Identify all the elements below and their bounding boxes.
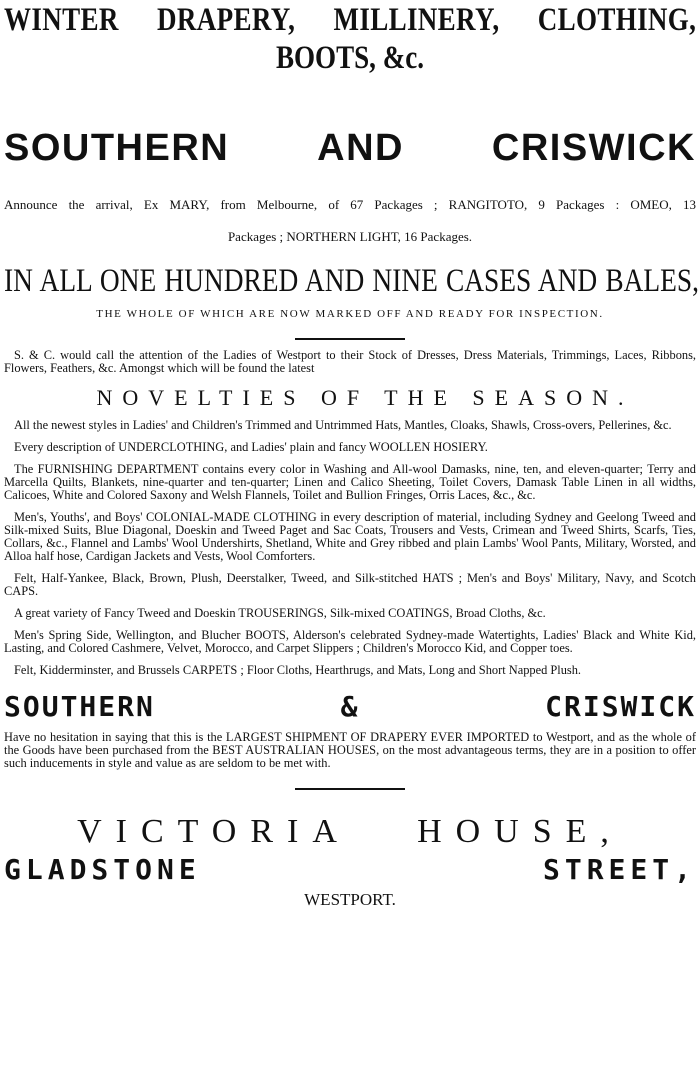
hats-paragraph: Felt, Half-Yankee, Black, Brown, Plush, Deerstalker, Tweed, and Silk-stitched HATS ; Men's and Boys' Military, Navy, and Scotch CAPS. — [4, 571, 696, 598]
brand2-ampersand: & — [340, 690, 360, 723]
street-word: STREET, — [542, 853, 696, 886]
ladies-attention-paragraph: S. & C. would call the attention of the Ladies of Westport to their Stock of Dresses, Dress Materials, Trimmings, Laces, Ribbons, Flowers, Feathers, &c. Amongst which will be found the latest — [4, 348, 696, 375]
boots-paragraph: Men's Spring Side, Wellington, and Blucher BOOTS, Alderson's celebrated Sydney-made Watertights, Ladies' Black and White Kid, Lasting, and Colored Cashmere, Velvet, Morocco, and Carpet Slippers ; Children's Morocco Kid, and Copper toes. — [4, 628, 696, 655]
divider-rule-footer — [295, 788, 405, 790]
victoria-word: VICTORIA — [77, 813, 351, 850]
brand-and: AND — [317, 127, 404, 169]
headline-boots: BOOTS, &c. — [275, 40, 425, 76]
clothing-paragraph: Men's, Youths', and Boys' COLONIAL-MADE CLOTHING in every description of material, including Sydney and Geelong Tweed and Silk-mixed Suits, Blue Diagonal, Doeskin and Tweed Paget and Sac Coats, Trousers and Vests, Crimean and Tweed Shirts, Scarfs, Ties, Collars, &c., Flannel and Lambs' Wool Undershirts, Shetland, White and Grey ribbed and plain Lambs' Wool Pants, Military, Worsted, and Alloa half hose, Cardigan Jackets and Vests, Wool Comforters. — [4, 510, 696, 563]
brand2-southern: SOUTHERN — [4, 690, 155, 723]
furnishing-paragraph: The FURNISHING DEPARTMENT contains every color in Washing and All-wool Damasks, nine, ten, and eleven-quarter; Terry and Marcella Quilts, Blankets, nine-quarter and ten-quarter; Linen and Calico Sheeting, Toilet Covers, Damask Table Linen in all widths, Calicoes, White and Colored Saxony and Welsh Flannels, Toilet and Bullion Fringes, Orris Laces, &c., &c. — [4, 462, 696, 502]
arrival-announcement — [4, 186, 696, 256]
arrival-line-1: Announce the arrival, Ex MARY, from Melbourne, of 67 Packages ; RANGITOTO, 9 Packages : OMEO, 13 — [4, 197, 696, 212]
inspection-notice: THE WHOLE OF WHICH ARE NOW MARKED OFF AND READY FOR INSPECTION. — [96, 308, 604, 320]
total-cases-heading: IN ALL ONE HUNDRED AND NINE CASES AND BALES, — [4, 263, 699, 299]
arrival-line-2: Packages ; NORTHERN LIGHT, 16 Packages. — [227, 229, 473, 244]
newest-styles-paragraph: All the newest styles in Ladies' and Children's Trimmed and Untrimmed Hats, Mantles, Cloaks, Shawls, Cross-overs, Pellerines, &c. — [14, 418, 672, 432]
carpets-paragraph: Felt, Kidderminster, and Brussels CARPETS ; Floor Cloths, Hearthrugs, and Mats, Long and Short Napped Plush. — [14, 663, 582, 677]
shipment-paragraph: Have no hesitation in saying that this is the LARGEST SHIPMENT OF DRAPERY EVER IMPORTED to Westport, and as the whole of the Goods have been purchased from the BEST AUSTRALIAN HOUSES, on the most advantageous terms, they are in a position to offer such inducements in style and value as are seldom to be met with. — [4, 730, 696, 770]
victoria-house-heading — [4, 812, 696, 852]
gladstone-word: GLADSTONE — [4, 853, 201, 886]
house-word: HOUSE, — [417, 813, 623, 850]
brand-title-secondary — [4, 689, 696, 725]
headline-drapery: WINTER DRAPERY, MILLINERY, CLOTHING, — [4, 2, 697, 38]
brand2-criswick: CRISWICK — [545, 690, 696, 723]
town-name: WESTPORT. — [304, 890, 396, 909]
gladstone-street-heading — [4, 854, 696, 886]
brand-criswick: CRISWICK — [491, 127, 696, 169]
underclothing-paragraph: Every description of UNDERCLOTHING, and Ladies' plain and fancy WOOLLEN HOSIERY. — [14, 440, 488, 454]
brand-southern: SOUTHERN — [4, 127, 230, 169]
brand-title — [4, 128, 696, 168]
novelties-heading: NOVELTIES OF THE SEASON. — [96, 385, 634, 410]
trouserings-paragraph: A great variety of Fancy Tweed and Doeskin TROUSERINGS, Silk-mixed COATINGS, Broad Cloths, &c. — [14, 606, 546, 620]
